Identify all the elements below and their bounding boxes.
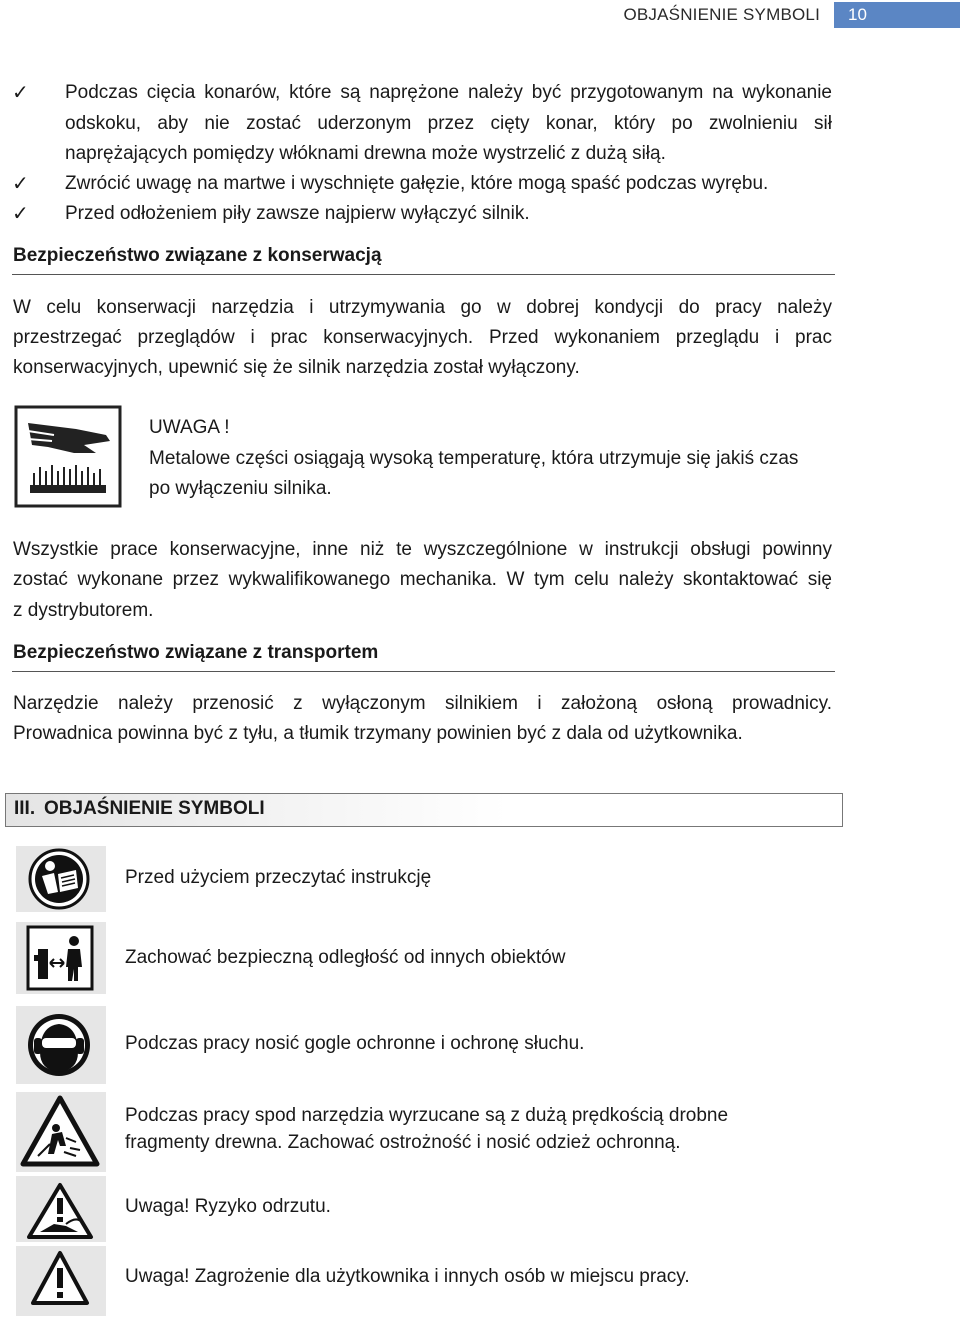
- bullet-2-line-1: Zwrócić uwagę na martwe i wyschnięte gałęzie, które mogą spaść podczas wyrębu.: [65, 173, 769, 194]
- symbol-2-text: Zachować bezpieczną odległość od innych obiektów: [125, 947, 566, 968]
- transport-heading: Bezpieczeństwo związane z transportem: [13, 642, 379, 663]
- general-danger-icon: [30, 1250, 90, 1306]
- maintenance-para2-line-3: z dystrybutorem.: [13, 600, 154, 621]
- section-title: OBJAŚNIENIE SYMBOLI: [44, 798, 265, 819]
- read-manual-icon: [28, 848, 90, 910]
- hot-surface-icon: [14, 405, 122, 508]
- symbol-3-text: Podczas pracy nosić gogle ochronne i ochronę słuchu.: [125, 1033, 585, 1054]
- checkmark-icon: ✓: [12, 82, 29, 104]
- symbol-1-text: Przed użyciem przeczytać instrukcję: [125, 867, 432, 888]
- heading-rule: [12, 671, 835, 672]
- bullet-1-line-2: odskoku, aby nie zostać uderzonym przez cięty konar, który po zwolnieniu sił: [65, 113, 832, 134]
- page-number: 10: [834, 2, 960, 28]
- checkmark-icon: ✓: [12, 173, 29, 195]
- heading-rule: [12, 274, 835, 275]
- maintenance-para1-line-1: W celu konserwacji narzędzia i utrzymywania go w dobrej kondycji do pracy należy: [13, 297, 832, 318]
- symbol-4-text-line-1: Podczas pracy spod narzędzia wyrzucane są z dużą prędkością drobne: [125, 1105, 729, 1126]
- flying-debris-warning-icon: [20, 1094, 100, 1168]
- kickback-warning-icon: [26, 1182, 94, 1240]
- goggles-ear-protection-icon: [26, 1012, 92, 1078]
- maintenance-para2-line-2: zostać wykonane przez wykwalifikowanego mechanika. W tym celu należy skontaktować się: [13, 569, 832, 590]
- warning-title: UWAGA !: [149, 417, 230, 438]
- transport-para-line-1: Narzędzie należy przenosić z wyłączonym silnikiem i założoną osłoną prowadnicy.: [13, 693, 832, 714]
- warning-line-1: Metalowe części osiągają wysoką temperaturę, która utrzymuje się jakiś czas: [149, 448, 799, 469]
- section-number: III.: [14, 798, 36, 819]
- section-header: [5, 793, 843, 827]
- checkmark-icon: ✓: [12, 203, 29, 225]
- warning-line-2: po wyłączeniu silnika.: [149, 478, 332, 499]
- running-header: OBJAŚNIENIE SYMBOLI: [623, 5, 820, 24]
- bullet-1-line-1: Podczas cięcia konarów, które są naprężone należy być przygotowanym na wykonanie: [65, 82, 832, 103]
- maintenance-para1-line-2: przestrzegać przeglądów i prac konserwacyjnych. Przed wykonaniem przeglądu i prac: [13, 327, 832, 348]
- maintenance-heading: Bezpieczeństwo związane z konserwacją: [13, 245, 382, 266]
- safe-distance-icon: [26, 925, 94, 991]
- symbol-4-text-line-2: fragmenty drewna. Zachować ostrożność i nosić odzież ochronną.: [125, 1132, 681, 1153]
- maintenance-para1-line-3: konserwacyjnych, upewnić się że silnik narzędzia został wyłączony.: [13, 357, 580, 378]
- bullet-3-line-1: Przed odłożeniem piły zawsze najpierw wyłączyć silnik.: [65, 203, 530, 224]
- bullet-1-line-3: naprężających pomiędzy włóknami drewna może wystrzelić z dużą siłą.: [65, 143, 666, 164]
- maintenance-para2-line-1: Wszystkie prace konserwacyjne, inne niż te wyszczególnione w instrukcji obsługi powinny: [13, 539, 832, 560]
- symbol-6-text: Uwaga! Zagrożenie dla użytkownika i innych osób w miejscu pracy.: [125, 1266, 690, 1287]
- symbol-5-text: Uwaga! Ryzyko odrzutu.: [125, 1196, 331, 1217]
- transport-para-line-2: Prowadnica powinna być z tyłu, a tłumik trzymany powinien być z dala od użytkownika.: [13, 723, 743, 744]
